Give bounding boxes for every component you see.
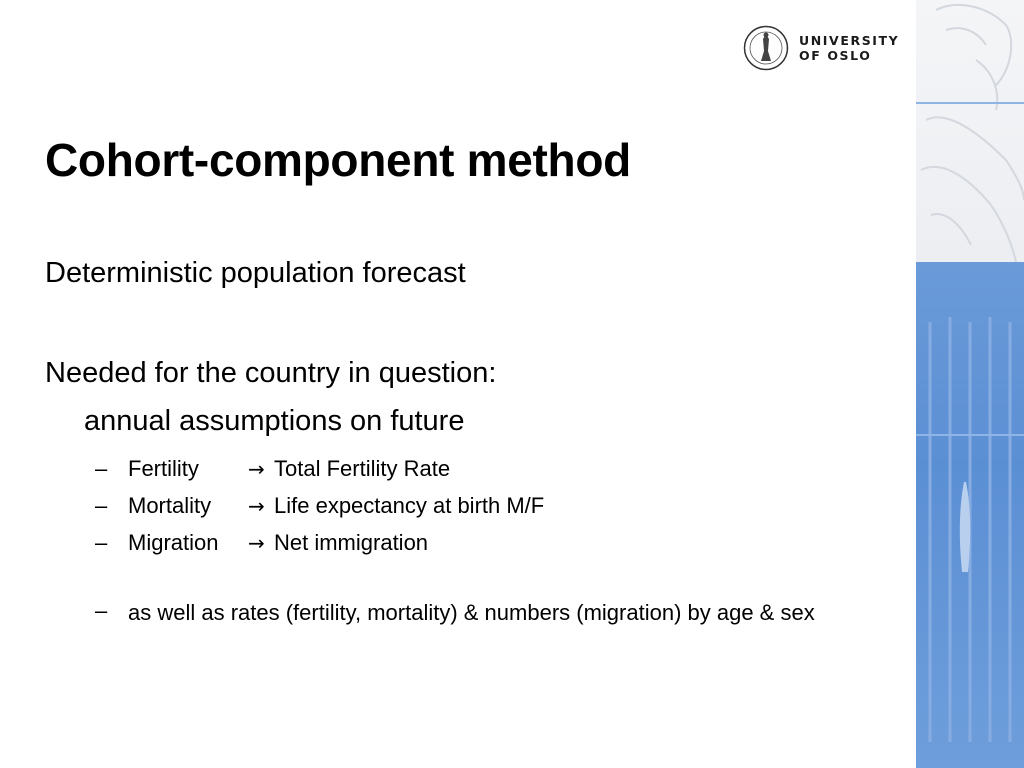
side-panel-divider — [916, 434, 1024, 436]
logo-line-2: OF OSLO — [799, 48, 872, 63]
requirements-heading: Needed for the country in question: — [45, 357, 497, 389]
bullet-result: Life expectancy at birth M/F — [274, 492, 545, 518]
logo-wordmark — [799, 33, 899, 63]
arrow-right-icon: → — [248, 493, 265, 518]
list-item — [95, 487, 544, 524]
pillars-decoration — [916, 262, 1024, 768]
bullet-term: Migration — [128, 529, 219, 555]
list-item — [95, 524, 544, 561]
assumptions-list — [95, 450, 544, 561]
slide-title: Cohort-component method — [45, 134, 631, 186]
arrow-right-icon: → — [248, 456, 265, 481]
bullet-result: Total Fertility Rate — [274, 455, 451, 481]
university-seal-icon — [743, 25, 789, 71]
statue-sketch-decoration — [916, 0, 1024, 262]
logo-line-1: UNIVERSITY — [799, 33, 900, 48]
bullet-dash: – — [95, 529, 108, 555]
bullet-dash: – — [95, 492, 108, 518]
university-logo — [743, 24, 899, 72]
rates-note-text: as well as rates (fertility, mortality) & numbers (migration) by age & sex — [128, 600, 815, 625]
bullet-term: Fertility — [128, 455, 199, 481]
rates-note — [95, 598, 895, 628]
bullet-result: Net immigration — [274, 529, 429, 555]
list-item — [95, 450, 544, 487]
side-panel-top-decoration — [916, 0, 1024, 262]
bullet-term: Mortality — [128, 492, 212, 518]
arrow-right-icon: → — [248, 530, 265, 555]
bullet-dash: – — [95, 598, 108, 623]
side-panel-bottom-decoration — [916, 262, 1024, 768]
subtitle-text: Deterministic population forecast — [45, 257, 466, 289]
assumptions-subheading: annual assumptions on future — [84, 405, 465, 437]
bullet-dash: – — [95, 455, 108, 481]
side-panel-divider — [916, 102, 1024, 104]
